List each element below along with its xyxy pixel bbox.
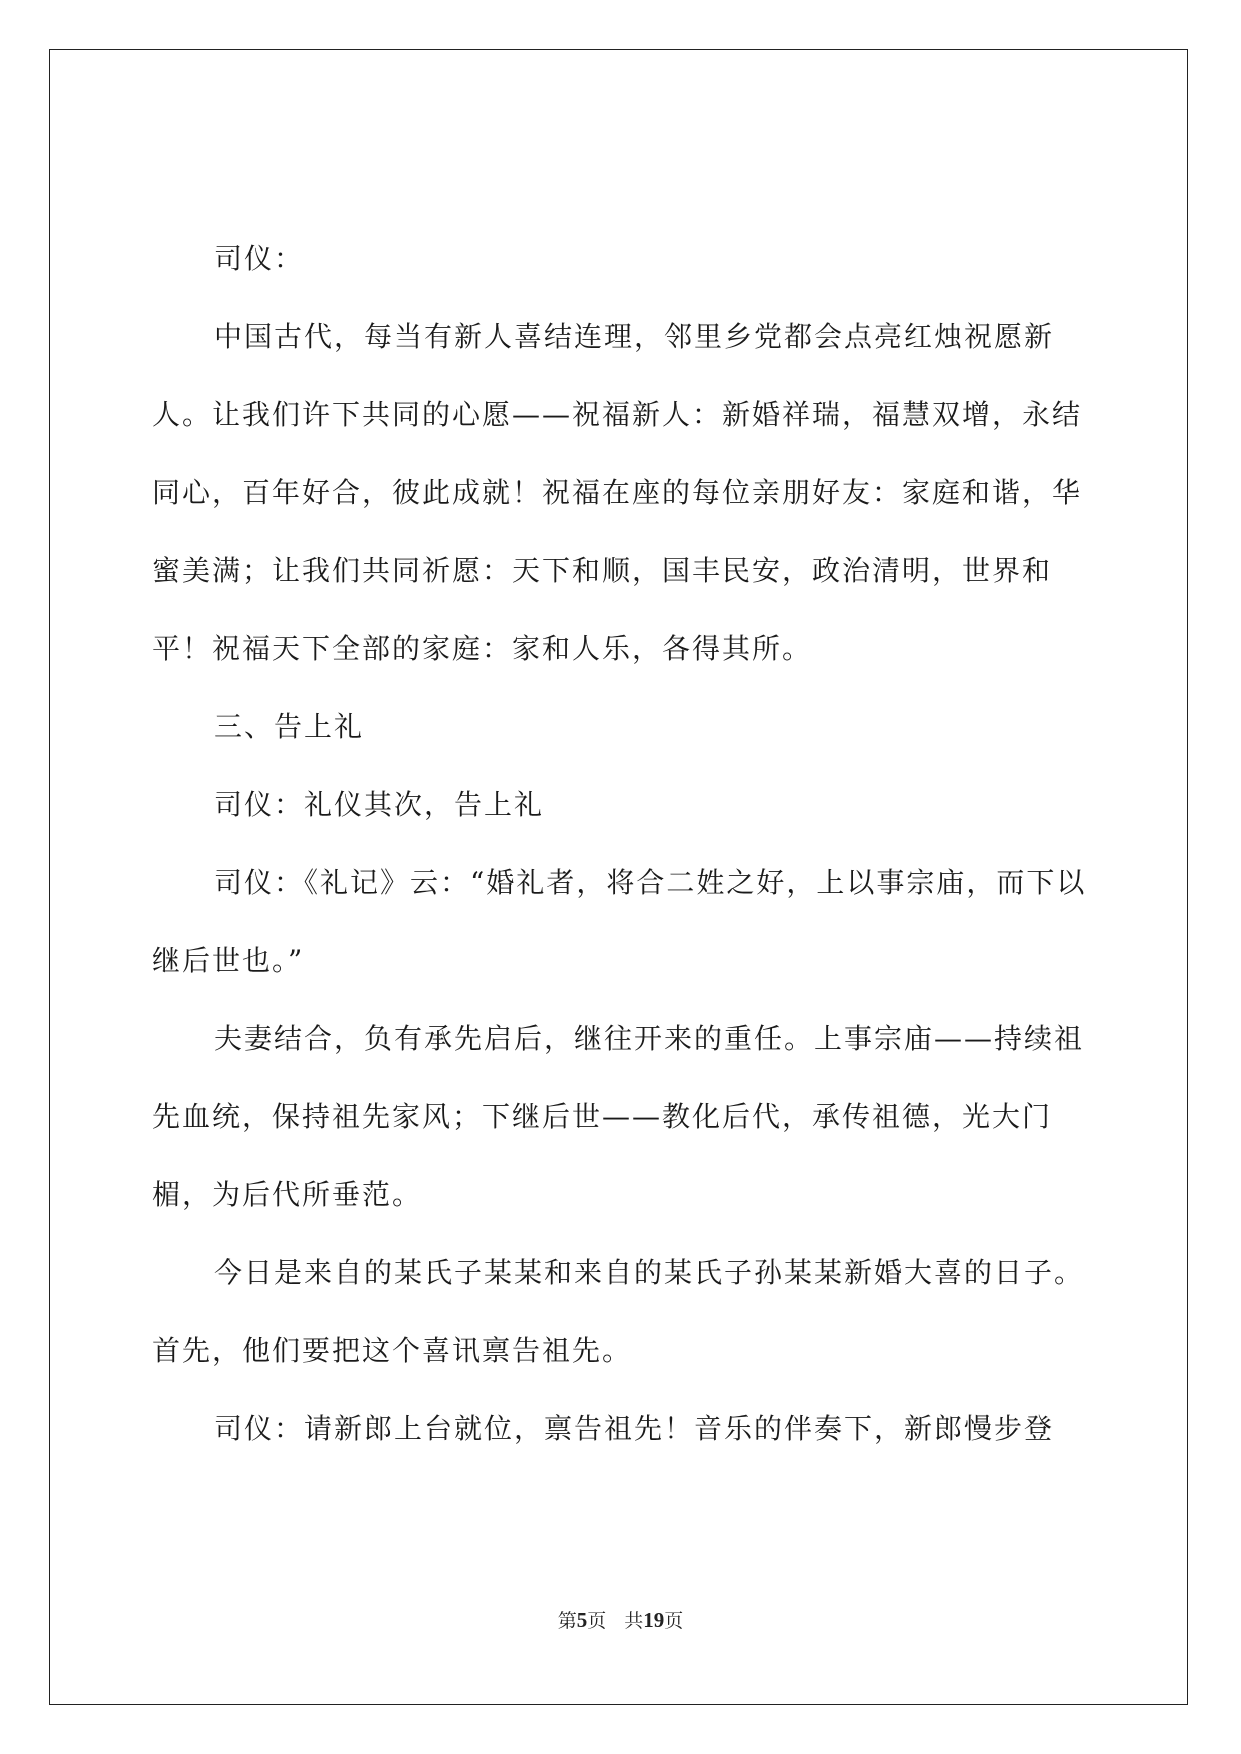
footer-prefix: 第	[557, 1610, 577, 1632]
paragraph-duty: 夫妻结合，负有承先启后，继往开来的重任。上事宗庙——持续祖先血统，保持祖先家风；下继后世——教化后代，承传祖德，光大门楣，为后代所垂范。	[152, 1022, 1085, 1211]
footer-total-prefix: 共	[624, 1610, 644, 1632]
document-body	[152, 220, 1092, 1468]
page-footer	[0, 1606, 1241, 1633]
section-heading: 三、告上礼	[214, 710, 365, 743]
paragraph-ceremony-intro: 司仪：礼仪其次，告上礼	[214, 788, 545, 821]
paragraph-announcement: 今日是来自的某氏子某某和来自的某氏子孙某某新婚大喜的日子。首先，他们要把这个喜讯禀告祖先。	[152, 1256, 1085, 1367]
footer-page-suffix: 页	[587, 1610, 607, 1632]
paragraph-blessing: 中国古代，每当有新人喜结连理，邻里乡党都会点亮红烛祝愿新人。让我们许下共同的心愿——祝福新人：新婚祥瑞，福慧双增，永结同心，百年好合，彼此成就！祝福在座的每位亲朋好友：家庭和谐，华蜜美满；让我们共同祈愿：天下和顺，国丰民安，政治清明，世界和平！祝福天下全部的家庭：家和人乐，各得其所。	[152, 320, 1083, 665]
paragraph-quote: 司仪：《礼记》云：“婚礼者，将合二姓之好，上以事宗庙，而下以继后世也。”	[152, 866, 1087, 977]
footer-total-suffix: 页	[664, 1610, 684, 1632]
page-number: 5	[576, 1608, 588, 1632]
paragraph-speaker-label: 司仪：	[214, 242, 305, 275]
paragraph-groom-entrance: 司仪：请新郎上台就位，禀告祖先！音乐的伴奏下，新郎慢步登	[214, 1412, 1055, 1445]
total-pages: 19	[643, 1608, 665, 1632]
